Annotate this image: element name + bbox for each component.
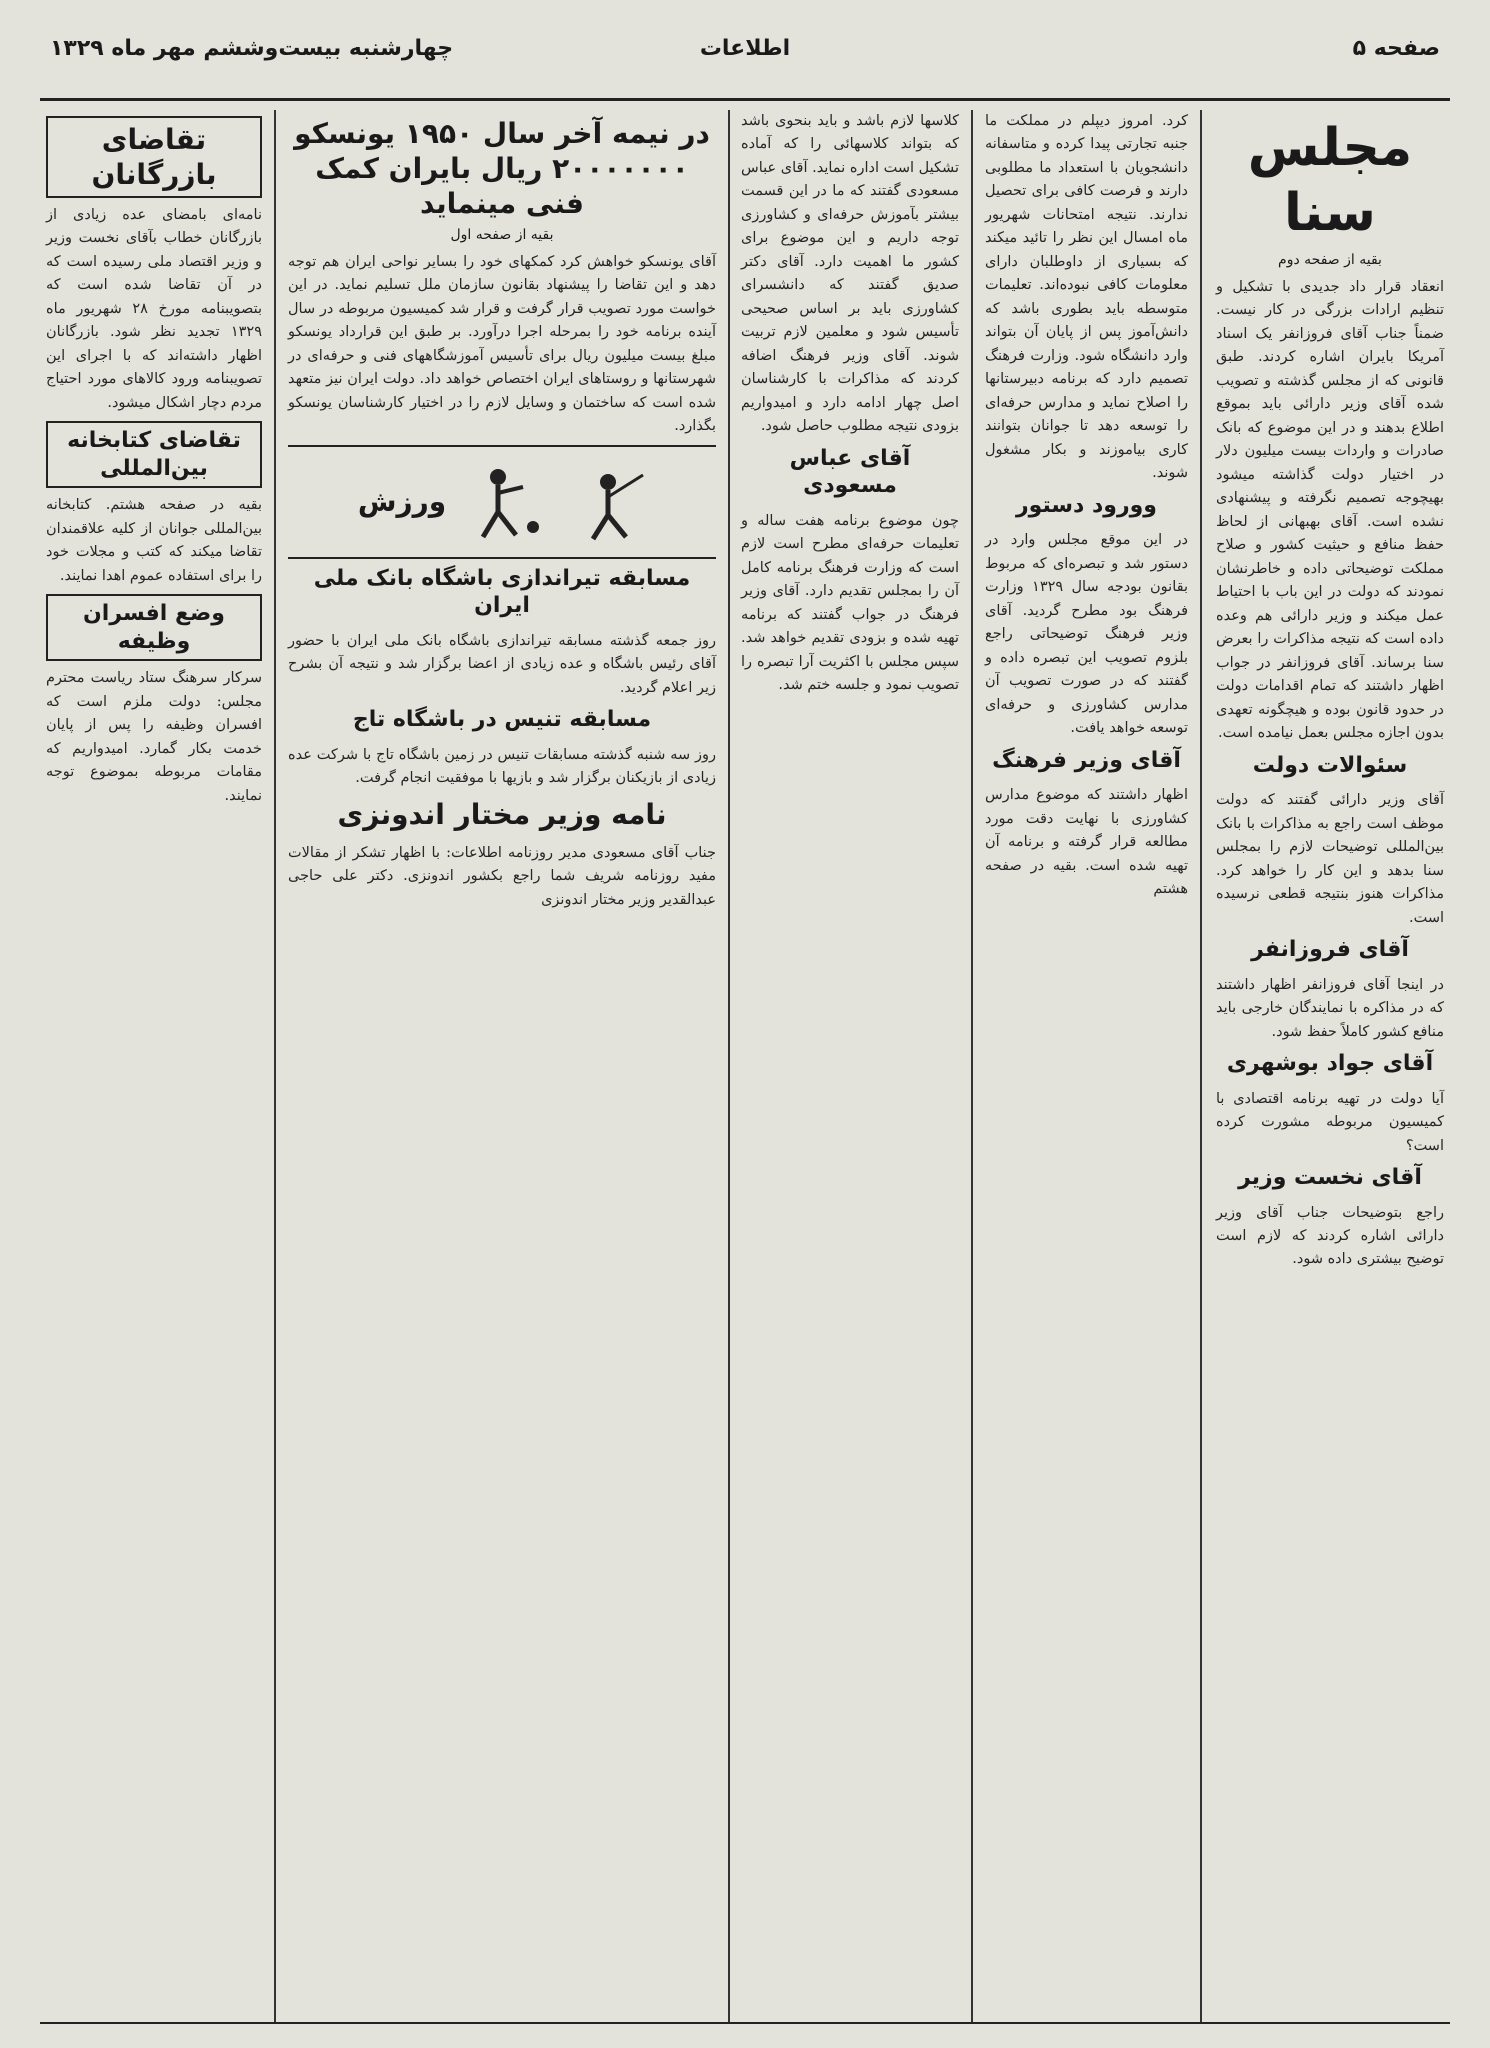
bottom-rule [40, 2022, 1450, 2024]
sports-title: ورزش [357, 485, 447, 519]
column-merchants [40, 110, 268, 2024]
indonesia-headline: نامه وزیر مختار اندونزی [337, 797, 667, 831]
tennis-headline: مسابقه تنیس در باشگاه تاج [352, 707, 652, 733]
culture-text-2: در این موقع مجلس وارد در دستور شد و تبصره‌ای که مربوط بقانون بودجه سال ۱۳۲۹ وزارت فرهنگ بود مطرح گردید. آقای وزیر فرهنگ توضیحاتی راجع بلزوم تصویب این تبصره داده و گفتند که در صورت تصویب آن مدارس کشاورزی و حرفه‌ای توسعه خواهد یافت. [985, 532, 1188, 737]
library-text: بقیه در صفحه هشتم. کتابخانه بین‌المللی جوانان از کلیه علاقمندان تقاضا میکند که کتب و مجلات خود را برای استفاده عموم اهدا نمایند. [46, 497, 262, 584]
column-rule [1200, 110, 1202, 2024]
merchants-text: نامه‌ای بامضای عده زیادی از بازرگانان خطاب بآقای نخست وزیر و وزیر اقتصاد ملی رسیده است که در آن تقاضا شده است که بتصویبنامه مورخ ۲۸ شهریور ماه ۱۳۲۹ تجدید نظر شود. بازرگانان اظهار داشته‌اند که با اجرای این تصویبنامه ورود کالاهای مورد احتیاج مردم دچار اشکال میشود. [46, 207, 262, 411]
masthead [40, 28, 1450, 101]
unesco-headline: در نیمه آخر سال ۱۹۵۰ یونسکو ۲۰۰۰۰۰۰۰ ریال بایران کمک فنی مینماید [294, 117, 710, 220]
indonesia-text: جناب آقای مسعودی مدیر روزنامه اطلاعات: با اظهار تشکر از مقالات مفید روزنامه شریف شما راجع بکشور اندونزی. دکتر علی حاجی عبدالقدیر وزیر مختار اندونزی [288, 844, 716, 908]
column-rule [274, 110, 276, 2024]
shooting-text: روز جمعه گذشته مسابقه تیراندازی باشگاه بانک ملی ایران با حضور آقای رئیس باشگاه و عده زیادی از اعضا برگزار شد و نتیجه آن بشرح زیر اعلام گردید. [288, 632, 716, 696]
culture-subhead-1: وورود دستور [1015, 492, 1157, 518]
senate-text: انعقاد قرار داد جدیدی با تشکیل و تنظیم ارادات بزرگی در کار نیست. ضمناً جناب آقای فروزانفر یک اسناد آمریکا بایران اشاره کردند. طبق قانونی که از مجلس گذشته و تصویب شده آقای وزیر دارائی باید بموقع اطلاع بدهند و در این موضوع که بانک صادرات و واردات بیست میلیون دلار در اختیار دولت گذاشته میشود بهیچوجه تصمیم نگرفته و پیشنهادی نشده است. آقای بهبهانی از لحاظ حفظ منافع و حیثیت کشور و صلاح مملکت توضیحاتی داده و خاطرنشان نمودند که دولت در این باب با احتیاط عمل میکند و وزیر دارائی هم وعده داده است که نتیجه مذاکرات را بعرض سنا برساند. آقای فروزانفر در جواب اظهار داشتند که تمام اقدامات دولت در حدود قانون بوده و هیچگونه تعهدی بدون اجازه مجلس بعمل نیامده است. [1216, 279, 1444, 742]
officers-headline: وضع افسران وظیفه [46, 594, 262, 661]
sports-illustration-icon [458, 457, 658, 547]
unesco-text: آقای یونسکو خواهش کرد کمکهای خود را بسایر نواحی ایران هم توجه دهد و این تقاضا را پیشنهاد بقانون سازمان ملل تسلیم نماید. در این خواست مورد تصویب قرار گرفت و قرار شد کمیسیون مربوطه در سال آینده برنامه خود را بمرحله اجرا درآورد. بر طبق این قرارداد یونسکو مبلغ بیست میلیون ریال برای تأسیس آموزشگاههای فنی و حرفه‌ای در شهرستانها و روستاهای ایران اختصاص خواهد داد. دولت ایران نیز متعهد شده است که ساختمان و وسایل لازم را در اختیار کارشناسان یونسکو بگذارد. [288, 254, 716, 435]
library-headline: تقاضای کتابخانه بین‌المللی [46, 421, 262, 488]
tennis-text: روز سه شنبه گذشته مسابقات تنیس در زمین باشگاه تاج با شرکت عده زیادی از بازیکنان برگزار شد و بازیها با موفقیت انجام گرفت. [288, 746, 716, 787]
senate-subhead-1: سئوالات دولت [1252, 752, 1408, 778]
senate-text-2: آقای وزیر دارائی گفتند که دولت موظف است راجع به مذاکرات با بانک بین‌المللی توضیحات لازم را بمجلس سنا بدهد و این کار را خواهد کرد. مذاکرات هنوز بنتیجه قطعی نرسیده است. [1216, 792, 1444, 926]
culture-text: کرد. امروز دیپلم در مملکت ما جنبه تجارتی پیدا کرده و متاسفانه دانشجویان با استعداد ما مطلوبی دارند و فرصت کافی برای تحصیل ندارند. نتیجه امتحانات شهریور ماه امسال این نظر را تائید میکند که بسیاری از داوطلبان دارای معلومات کافی نبوده‌اند. تعلیمات متوسطه باید بطوری باشد که دانش‌آموز پس از پایان آن بتواند وارد دانشگاه شود. وزارت فرهنگ تصمیم دارد که برنامه دبیرستانها را اصلاح نماید و مدارس حرفه‌ای را توسعه دهد تا جوانان بتوانند کاری بیاموزند و بکار مشغول شوند. [985, 113, 1188, 482]
paper-name: اطلاعات [699, 36, 791, 61]
column-rule [728, 110, 730, 2024]
column-senate [1210, 110, 1450, 2024]
culture-subhead-2: آقای وزیر فرهنگ [992, 747, 1181, 773]
senate-continued: بقیه از صفحه دوم [1278, 252, 1382, 268]
senate-subhead-4: آقای نخست وزیر [1238, 1165, 1422, 1190]
issue-date: چهارشنبه بیست‌وششم مهر ماه ۱۳۲۹ [50, 36, 454, 61]
senate-headline: مجلس سنا [1247, 118, 1413, 243]
debate-text-2: چون موضوع برنامه هفت ساله و تعلیمات حرفه‌ای مطرح است لازم است که وزارت فرهنگ برنامه کامل آن را بمجلس تقدیم دارد. آقای وزیر فرهنگ در جواب گفتند که برنامه تهیه شده و بزودی تقدیم خواهد شد. سپس مجلس با اکثریت آرا تبصره را تصویب نمود و جلسه ختم شد. [741, 512, 959, 694]
merchants-headline: تقاضای بازرگانان [46, 116, 262, 198]
sports-banner [288, 445, 716, 559]
column-culture [979, 110, 1194, 2024]
senate-subhead-3: آقای جواد بوشهری [1226, 1051, 1434, 1077]
column-debate [735, 110, 965, 2024]
shooting-headline: مسابقه تیراندازی باشگاه بانک ملی ایران [313, 565, 691, 619]
debate-text: کلاسها لازم باشد و باید بنحوی باشد که بتواند کلاسهائی را که آماده تشکیل است اداره نماید. آقای عباس مسعودی گفتند که ما در این قسمت بیشتر بآموزش حرفه‌ای و کشاورزی توجه داریم و این موضوع برای کشور ما اهمیت دارد. آقای دکتر صدیق گفتند که دانشسرای کشاورزی باید بر اساس صحیحی تأسیس شود و معلمین لازم تربیت شوند. آقای وزیر فرهنگ اضافه کردند که مذاکرات با کارشناسان اصل چهار ادامه دارد و امیدواریم بزودی نتیجه مطلوب حاصل شود. [741, 113, 959, 435]
officers-text: سرکار سرهنگ ستاد ریاست محترم مجلس: دولت ملزم است که افسران وظیفه را پس از پایان خدمت بکار گمارد. امیدواریم که مقامات مربوطه بموضوع توجه نمایند. [46, 670, 262, 804]
senate-text-5: راجع بتوضیحات جناب آقای وزیر دارائی اشاره کردند که لازم است توضیح بیشتری داده شود. [1216, 1204, 1444, 1268]
culture-text-3: اظهار داشتند که موضوع مدارس کشاورزی با نهایت دقت مورد مطالعه قرار گرفته و برنامه آن تهیه شده است. بقیه در صفحه هشتم [985, 787, 1188, 898]
page-number: صفحه ۵ [1352, 36, 1440, 61]
column-unesco [282, 110, 722, 2024]
debate-subhead: آقای عباس مسعودی [789, 445, 911, 499]
column-rule [971, 110, 973, 2024]
senate-text-3: در اینجا آقای فروزانفر اظهار داشتند که در مذاکره با نمایندگان خارجی باید منافع کشور کاملاً حفظ شود. [1216, 976, 1444, 1040]
unesco-continued: بقیه از صفحه اول [450, 227, 554, 243]
senate-text-4: آیا دولت در تهیه برنامه اقتصادی با کمیسیون مربوطه مشورت کرده است؟ [1216, 1090, 1444, 1154]
senate-subhead-2: آقای فروزانفر [1251, 937, 1409, 963]
